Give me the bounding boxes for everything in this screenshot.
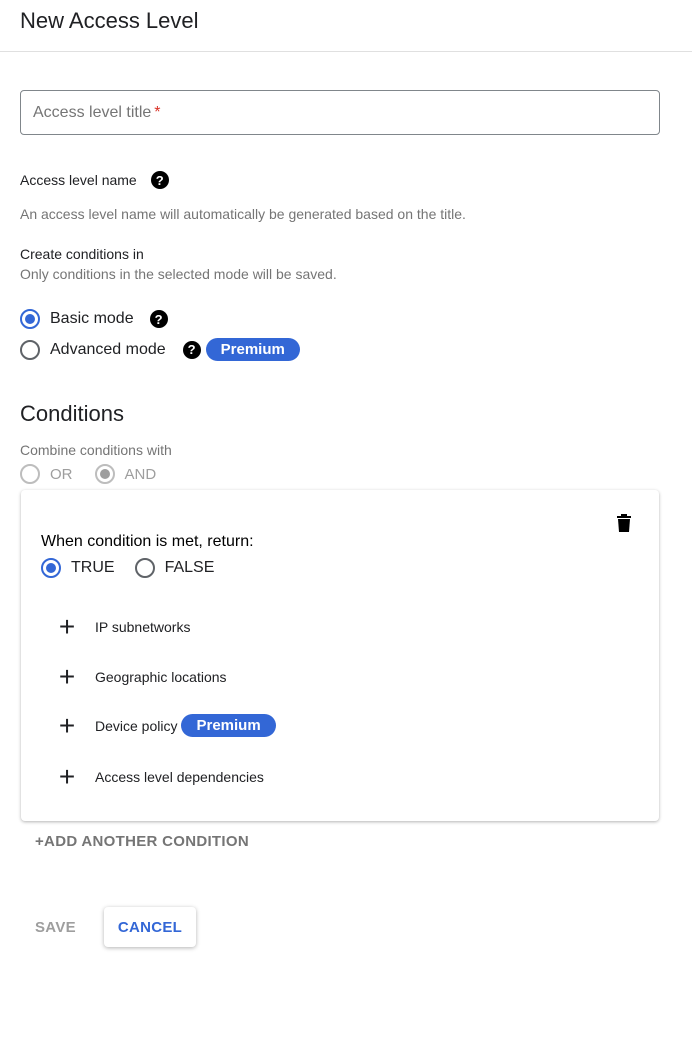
access-level-name-row bbox=[20, 171, 169, 189]
return-label: When condition is met, return: bbox=[41, 533, 254, 550]
title-placeholder: Access level title bbox=[33, 103, 152, 121]
radio-basic-mode[interactable] bbox=[20, 309, 168, 329]
add-another-condition-button[interactable]: +ADD ANOTHER CONDITION bbox=[35, 833, 249, 850]
radio-button[interactable] bbox=[20, 340, 40, 360]
or-label: OR bbox=[50, 465, 73, 483]
radio-advanced-mode[interactable] bbox=[20, 338, 300, 361]
return-options bbox=[41, 558, 214, 578]
plus-icon: + bbox=[58, 761, 76, 792]
plus-icon: + bbox=[58, 661, 76, 692]
attribute-label: Access level dependencies bbox=[95, 769, 264, 785]
radio-and bbox=[95, 464, 115, 484]
trash-icon[interactable] bbox=[616, 514, 632, 532]
radio-or bbox=[20, 464, 40, 484]
access-level-name-label: Access level name bbox=[20, 172, 137, 188]
attribute-geographic-locations[interactable] bbox=[57, 661, 227, 692]
radio-true[interactable] bbox=[41, 558, 61, 578]
attribute-label: Device policy bbox=[95, 717, 178, 734]
required-mark: * bbox=[154, 103, 161, 121]
advanced-mode-label: Advanced mode bbox=[50, 340, 166, 358]
help-icon[interactable]: ? bbox=[151, 171, 169, 189]
attribute-device-policy[interactable] bbox=[57, 709, 276, 741]
basic-mode-label: Basic mode bbox=[50, 310, 134, 327]
attribute-access-level-dependencies[interactable] bbox=[57, 761, 264, 792]
help-icon[interactable]: ? bbox=[183, 341, 201, 359]
mode-hint: Only conditions in the selected mode will be saved. bbox=[20, 266, 337, 282]
save-button[interactable]: SAVE bbox=[35, 919, 76, 936]
combine-options bbox=[20, 464, 156, 484]
name-hint: An access level name will automatically be generated based on the title. bbox=[20, 206, 466, 222]
access-level-title-input[interactable] bbox=[20, 90, 660, 135]
radio-button[interactable] bbox=[20, 309, 40, 329]
true-label: TRUE bbox=[71, 559, 115, 576]
help-icon[interactable]: ? bbox=[150, 310, 168, 328]
premium-badge: Premium bbox=[206, 338, 300, 361]
condition-card bbox=[21, 490, 659, 821]
attribute-label: Geographic locations bbox=[95, 669, 227, 685]
plus-icon: + bbox=[58, 611, 76, 642]
combine-label: Combine conditions with bbox=[20, 442, 172, 458]
false-label: FALSE bbox=[164, 559, 215, 576]
premium-badge: Premium bbox=[181, 714, 275, 737]
page-title: New Access Level bbox=[20, 8, 199, 33]
and-label: AND bbox=[124, 465, 157, 483]
divider bbox=[0, 51, 692, 52]
attribute-label: IP subnetworks bbox=[95, 619, 191, 635]
mode-label: Create conditions in bbox=[20, 246, 144, 262]
conditions-heading: Conditions bbox=[20, 401, 124, 426]
attribute-ip-subnetworks[interactable] bbox=[57, 611, 191, 642]
cancel-button[interactable]: CANCEL bbox=[104, 907, 196, 947]
plus-icon: + bbox=[58, 709, 76, 741]
radio-false[interactable] bbox=[135, 558, 155, 578]
